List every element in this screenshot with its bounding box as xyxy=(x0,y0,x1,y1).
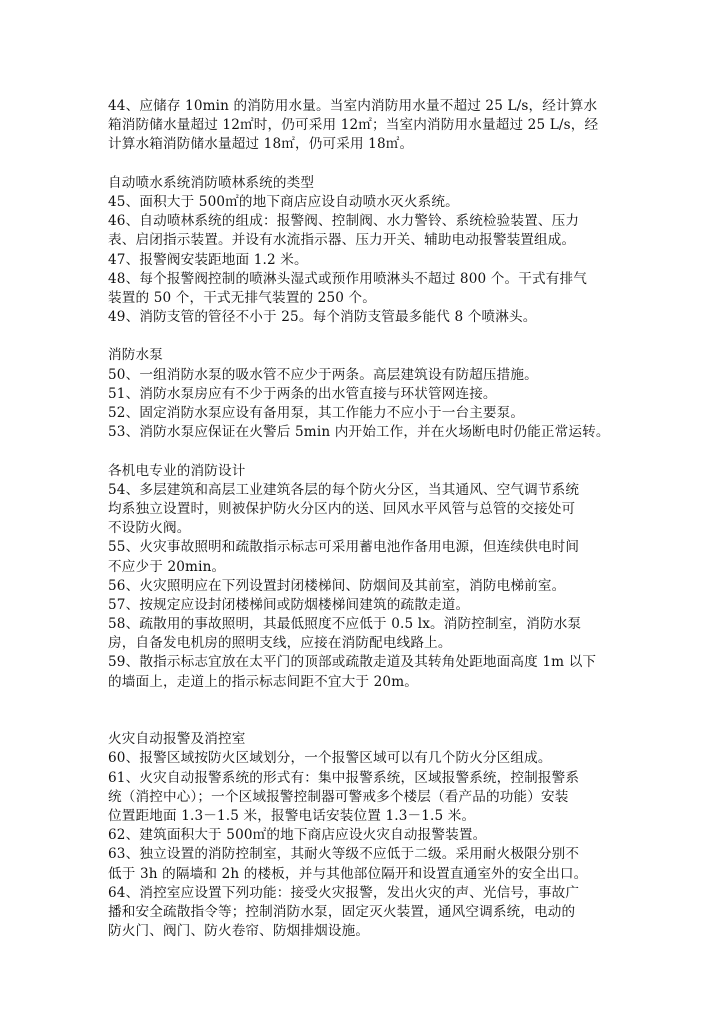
text-line: 箱消防储水量超过 12㎡时，仍可采用 12㎡；当室内消防用水量超过 25 L/s，经 xyxy=(108,117,599,134)
section-fire-alarm-control-room xyxy=(108,730,688,941)
text-line: 46、自动喷林系统的组成：报警阀、控制阀、水力警铃、系统检验装置、压力 xyxy=(108,213,580,230)
text-line: 54、多层建筑和高层工业建筑各层的每个防火分区，当其通风、空气调节系统 xyxy=(108,481,580,498)
text-line: 53、消防水泵应保证在火警后 5min 内开始工作，并在火场断电时仍能正常运转。 xyxy=(108,424,610,441)
text-line: 防火门、阀门、防火卷帘、防烟排烟设施。 xyxy=(108,923,370,940)
text-line: 不应少于 20min。 xyxy=(108,558,226,575)
spacer xyxy=(108,155,688,174)
spacer xyxy=(108,442,688,461)
text-line: 49、消防支管的管径不小于 25。每个消防支管最多能代 8 个喷淋头。 xyxy=(108,309,537,326)
text-line: 48、每个报警阀控制的喷淋头湿式或预作用喷淋头不超过 800 个。干式有排气 xyxy=(108,270,587,287)
text-line: 62、建筑面积大于 500㎡的地下商店应设火灾自动报警装置。 xyxy=(108,827,487,844)
text-line: 表、启闭指示装置。并设有水流指示器、压力开关、辅助电动报警装置组成。 xyxy=(108,232,576,249)
text-line: 装置的 50 个，干式无排气装置的 250 个。 xyxy=(108,289,377,306)
section-heading: 火灾自动报警及消控室 xyxy=(108,731,246,748)
text-line: 播和安全疏散指令等；控制消防水泵，固定灭火装置，通风空调系统，电动的 xyxy=(108,903,576,920)
text-line: 不设防火阀。 xyxy=(108,520,191,537)
text-line: 房，自备发电机房的照明支线，应接在消防配电线路上。 xyxy=(108,635,452,652)
text-line: 51、消防水泵房应有不少于两条的出水管直接与环状管网连接。 xyxy=(108,385,497,402)
text-line: 47、报警阀安装距地面 1.2 米。 xyxy=(108,251,308,268)
text-line: 统（消控中心）；一个区域报警控制器可警戒多个楼层（看产品的功能）安装 xyxy=(108,788,569,805)
section-heading: 消防水泵 xyxy=(108,347,163,364)
text-line: 的墙面上，走道上的指示标志间距不宜大于 20m。 xyxy=(108,673,418,690)
text-line: 均系独立设置时，则被保护防火分区内的送、回风水平风管与总管的交接处可 xyxy=(108,500,576,517)
text-line: 64、消控室应设置下列功能：接受火灾报警，发出火灾的声、光信号，事故广 xyxy=(108,884,580,901)
text-line: 56、火灾照明应在下列设置封闭楼梯间、防烟间及其前室，消防电梯前室。 xyxy=(108,577,566,594)
text-line: 计算水箱消防储水量超过 18㎡，仍可采用 18㎡。 xyxy=(108,136,414,153)
text-line: 58、疏散用的事故照明，其最低照度不应低于 0.5 lx。消防控制室，消防水泵 xyxy=(108,616,582,633)
text-line: 63、独立设置的消防控制室，其耐火等级不应低于二级。采用耐火极限分别不 xyxy=(108,846,580,863)
section-mep-fire-design xyxy=(108,462,688,692)
text-line: 60、报警区域按防火区域划分，一个报警区域可以有几个防火分区组成。 xyxy=(108,750,552,767)
spacer xyxy=(108,692,688,730)
section-heading: 各机电专业的消防设计 xyxy=(108,462,246,479)
text-line: 57、按规定应设封闭楼梯间或防烟楼梯间建筑的疏散走道。 xyxy=(108,596,470,613)
text-line: 50、一组消防水泵的吸水管不应少于两条。高层建筑设有防超压措施。 xyxy=(108,366,538,383)
text-line: 低于 3h 的隔墙和 2h 的楼板，并与其他部位隔开和设置直通室外的安全出口。 xyxy=(108,865,588,882)
text-line: 44、应储存 10min 的消防用水量。当室内消防用水量不超过 25 L/s，经计算水 xyxy=(108,98,598,114)
text-line: 位置距地面 1.3－1.5 米，报警电话安装位置 1.3－1.5 米。 xyxy=(108,807,476,824)
document-page xyxy=(108,97,688,941)
text-line: 55、火灾事故照明和疏散指示标志可采用蓄电池作备用电源，但连续供电时间 xyxy=(108,539,580,556)
text-line: 45、面积大于 500㎡的地下商店应设自动喷水灭火系统。 xyxy=(108,193,459,210)
spacer xyxy=(108,327,688,346)
text-line: 59、散指示标志宜放在太平门的顶部或疏散走道及其转角处距地面高度 1m 以下 xyxy=(108,654,597,671)
paragraph-water-storage xyxy=(108,97,688,155)
text-line: 61、火灾自动报警系统的形式有：集中报警系统，区域报警系统，控制报警系 xyxy=(108,769,580,786)
section-sprinkler-system xyxy=(108,174,688,328)
section-heading: 自动喷水系统消防喷林系统的类型 xyxy=(108,174,315,191)
section-fire-pump xyxy=(108,346,688,442)
text-line: 52、固定消防水泵应设有备用泵，其工作能力不应小于一台主要泵。 xyxy=(108,405,525,421)
